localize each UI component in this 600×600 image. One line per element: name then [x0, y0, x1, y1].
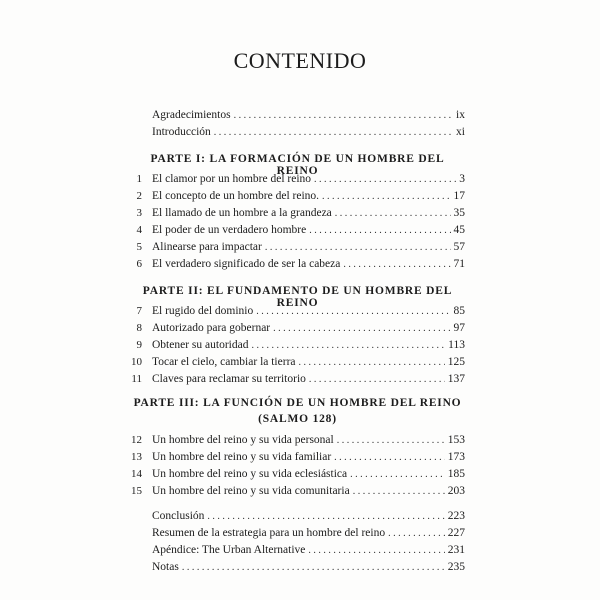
entry-label: Claves para reclamar su territorio: [152, 373, 306, 385]
chapter-number: 12: [131, 434, 142, 446]
chapter-number: 2: [136, 190, 142, 202]
entry-page: 153: [447, 434, 465, 446]
toc-entry: [152, 544, 465, 560]
dot-leader: [207, 511, 444, 522]
toc-entry: [130, 451, 465, 467]
toc-entry: [152, 527, 465, 543]
toc-entry: [130, 485, 465, 501]
entry-label: Resumen de la estrategia para un hombre del reino: [152, 527, 386, 539]
dot-leader: [314, 174, 456, 185]
entry-page: 3: [459, 173, 465, 185]
entry-label: Un hombre del reino y su vida eclesiástica: [152, 468, 348, 480]
toc-entry: [152, 126, 465, 142]
entry-label: Alinearse para impactar: [152, 241, 262, 253]
dot-leader: [334, 452, 445, 463]
entry-page: 235: [447, 561, 465, 573]
entry-label: Introducción: [152, 126, 211, 138]
toc-entry: [130, 339, 465, 355]
entry-page: 223: [447, 510, 465, 522]
part-heading: PARTE II: EL FUNDAMENTO DE UN HOMBRE DEL REINO: [142, 285, 453, 309]
entry-label: Un hombre del reino y su vida comunitaria: [152, 485, 350, 497]
chapter-number: 4: [136, 224, 142, 236]
entry-label: Apéndice: The Urban Alternative: [152, 544, 306, 556]
chapter-number: 7: [136, 305, 142, 317]
toc-entry: [130, 305, 465, 321]
entry-page: ix: [456, 109, 465, 121]
toc-entry: [130, 373, 465, 389]
entry-label: El poder de un verdadero hombre: [152, 224, 307, 236]
dot-leader: [309, 225, 450, 236]
entry-label: El concepto de un hombre del reino.: [152, 190, 320, 202]
entry-page: 97: [453, 322, 465, 334]
dot-leader: [350, 469, 445, 480]
entry-page: 203: [447, 485, 465, 497]
entry-page: 71: [453, 258, 465, 270]
toc-entry: [130, 224, 465, 240]
toc-entry: [130, 434, 465, 450]
page-title: CONTENIDO: [233, 48, 367, 73]
entry-page: 173: [447, 451, 465, 463]
toc-entry: [130, 207, 465, 223]
entry-page: 113: [448, 339, 465, 351]
toc-entry: [152, 109, 465, 125]
chapter-number: 15: [131, 485, 142, 497]
entry-label: El verdadero significado de ser la cabeza: [152, 258, 341, 270]
part-subheading: (SALMO 128): [258, 413, 337, 425]
toc-entry: [130, 468, 465, 484]
chapter-number: 8: [136, 322, 142, 334]
chapter-number: 13: [131, 451, 142, 463]
dot-leader: [308, 545, 444, 556]
chapter-number: 9: [136, 339, 142, 351]
dot-leader: [309, 374, 445, 385]
entry-label: Conclusión: [152, 510, 205, 522]
chapter-number: 14: [131, 468, 142, 480]
entry-label: Tocar el cielo, cambiar la tierra: [152, 356, 296, 368]
dot-leader: [343, 259, 450, 270]
entry-page: 35: [453, 207, 465, 219]
dot-leader: [265, 242, 451, 253]
dot-leader: [182, 562, 445, 573]
entry-page: 17: [453, 190, 465, 202]
toc-entry: [130, 258, 465, 274]
entry-page: 85: [453, 305, 465, 317]
dot-leader: [335, 208, 451, 219]
toc-entry: [130, 173, 465, 189]
toc-entry: [130, 190, 465, 206]
entry-label: Un hombre del reino y su vida familiar: [152, 451, 332, 463]
entry-page: 185: [447, 468, 465, 480]
chapter-number: 6: [136, 258, 142, 270]
entry-label: Autorizado para gobernar: [152, 322, 271, 334]
entry-label: Obtener su autoridad: [152, 339, 249, 351]
part-heading: PARTE I: LA FORMACIÓN DE UN HOMBRE DEL REINO: [150, 153, 445, 177]
toc-entry: [130, 241, 465, 257]
chapter-number: 11: [131, 373, 142, 385]
chapter-number: 3: [136, 207, 142, 219]
entry-page: 45: [453, 224, 465, 236]
toc-entry: [152, 510, 465, 526]
entry-label: El clamor por un hombre del reino: [152, 173, 312, 185]
entry-label: El llamado de un hombre a la grandeza: [152, 207, 332, 219]
dot-leader: [299, 357, 445, 368]
entry-page: 125: [447, 356, 465, 368]
dot-leader: [337, 435, 445, 446]
chapter-number: 1: [136, 173, 142, 185]
entry-label: Notas: [152, 561, 179, 573]
entry-page: 231: [447, 544, 465, 556]
dot-leader: [234, 110, 453, 121]
dot-leader: [388, 528, 445, 539]
dot-leader: [273, 323, 450, 334]
dot-leader: [251, 340, 445, 351]
entry-label: Un hombre del reino y su vida personal: [152, 434, 334, 446]
dot-leader: [322, 191, 450, 202]
dot-leader: [353, 486, 445, 497]
part-heading: PARTE III: LA FUNCIÓN DE UN HOMBRE DEL REINO: [133, 397, 462, 409]
chapter-number: 5: [136, 241, 142, 253]
dot-leader: [214, 127, 453, 138]
entry-page: xi: [456, 126, 465, 138]
chapter-number: 10: [131, 356, 142, 368]
toc-entry: [130, 322, 465, 338]
dot-leader: [256, 306, 450, 317]
entry-label: Agradecimientos: [152, 109, 231, 121]
entry-page: 227: [447, 527, 465, 539]
toc-entry: [130, 356, 465, 372]
entry-label: El rugido del dominio: [152, 305, 254, 317]
entry-page: 137: [447, 373, 465, 385]
entry-page: 57: [453, 241, 465, 253]
toc-entry: [152, 561, 465, 577]
